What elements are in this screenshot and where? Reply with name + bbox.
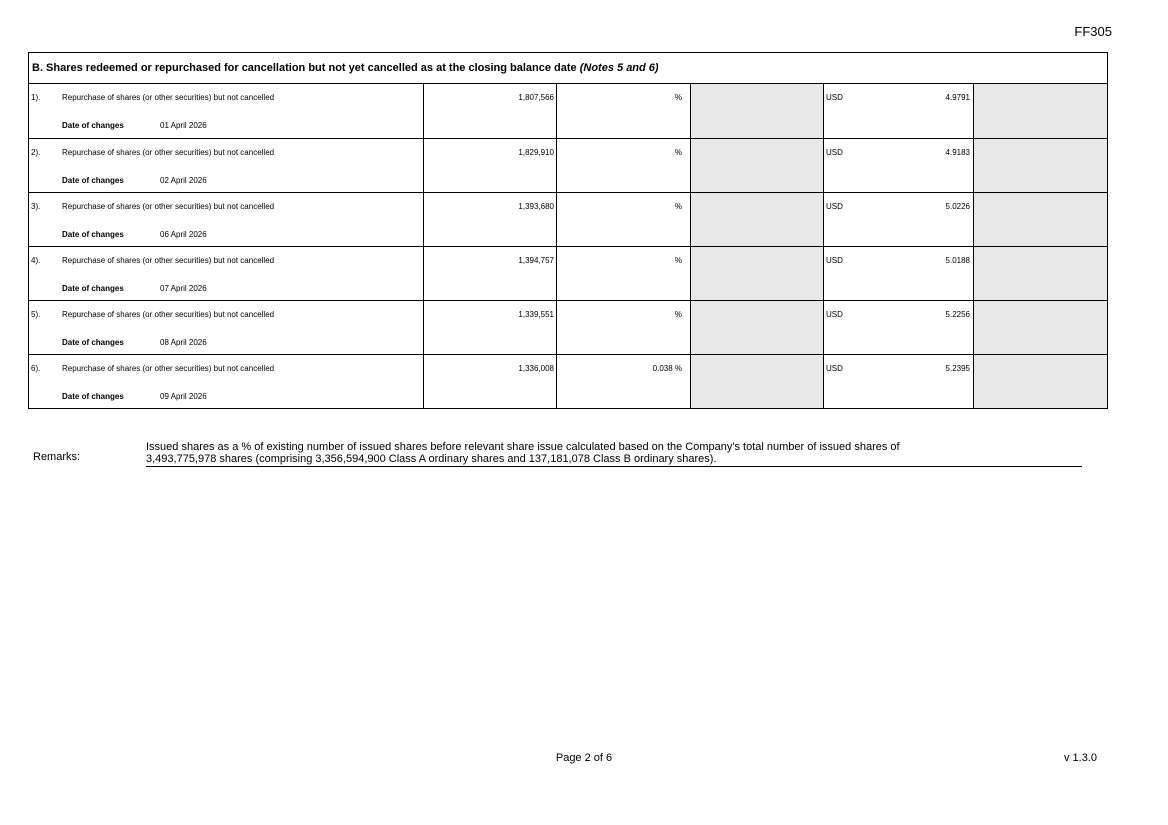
- currency-value: USD: [826, 93, 843, 102]
- row-description: Repurchase of shares (or other securities) but not cancelled: [62, 256, 275, 265]
- date-of-changes-value: 02 April 2026: [160, 176, 207, 185]
- remarks-line-1: Issued shares as a % of existing number of issued shares before relevant share issue calculated based on the Company's total number of issued shares of: [146, 441, 900, 453]
- shaded-cell: [973, 139, 1107, 192]
- percent-cell: [556, 247, 690, 300]
- shares-cell: [423, 139, 556, 192]
- price-cell: [823, 247, 973, 300]
- shares-cell: [423, 301, 556, 354]
- shares-value: 1,393,680: [518, 202, 554, 211]
- date-of-changes-value: 07 April 2026: [160, 284, 207, 293]
- price-value: 5.0188: [945, 256, 970, 265]
- section-title-text: B. Shares redeemed or repurchased for cancellation but not yet cancelled as at the closing balance date: [32, 62, 577, 74]
- price-value: 5.2395: [945, 364, 970, 373]
- percent-value: 0.038 %: [652, 364, 682, 373]
- shaded-cell: [690, 84, 823, 138]
- percent-value: %: [674, 93, 682, 102]
- price-cell: [823, 301, 973, 354]
- description-cell: [29, 139, 423, 192]
- row-index: 6).: [31, 364, 41, 373]
- shaded-cell: [690, 193, 823, 246]
- table-row: [29, 192, 1107, 246]
- row-index: 5).: [31, 310, 41, 319]
- percent-cell: [556, 193, 690, 246]
- currency-value: USD: [826, 310, 843, 319]
- percent-cell: [556, 355, 690, 408]
- shares-value: 1,829,910: [518, 148, 554, 157]
- date-of-changes-label: Date of changes: [62, 176, 124, 185]
- table-row: [29, 84, 1107, 138]
- percent-value: %: [674, 256, 682, 265]
- shaded-cell: [973, 355, 1107, 408]
- table-row: [29, 246, 1107, 300]
- shares-cell: [423, 247, 556, 300]
- shares-value: 1,807,566: [518, 93, 554, 102]
- currency-value: USD: [826, 202, 843, 211]
- shares-value: 1,394,757: [518, 256, 554, 265]
- section-title: [29, 53, 1107, 84]
- description-cell: [29, 193, 423, 246]
- table-row: [29, 300, 1107, 354]
- currency-value: USD: [826, 364, 843, 373]
- row-index: 1).: [31, 93, 41, 102]
- row-index: 4).: [31, 256, 41, 265]
- shaded-cell: [973, 193, 1107, 246]
- shaded-cell: [690, 139, 823, 192]
- table-row: [29, 138, 1107, 192]
- date-of-changes-label: Date of changes: [62, 338, 124, 347]
- table-row: [29, 354, 1107, 408]
- row-description: Repurchase of shares (or other securities) but not cancelled: [62, 148, 275, 157]
- date-of-changes-label: Date of changes: [62, 121, 124, 130]
- repurchase-section: [28, 52, 1108, 409]
- price-cell: [823, 355, 973, 408]
- shaded-cell: [973, 301, 1107, 354]
- price-value: 5.0226: [945, 202, 970, 211]
- shares-value: 1,336,008: [518, 364, 554, 373]
- shaded-cell: [690, 301, 823, 354]
- currency-value: USD: [826, 256, 843, 265]
- remarks-label: Remarks:: [33, 451, 81, 463]
- page-number: Page 2 of 6: [555, 752, 613, 764]
- row-description: Repurchase of shares (or other securities) but not cancelled: [62, 310, 275, 319]
- row-description: Repurchase of shares (or other securities) but not cancelled: [62, 364, 275, 373]
- date-of-changes-label: Date of changes: [62, 230, 124, 239]
- date-of-changes-value: 08 April 2026: [160, 338, 207, 347]
- repurchase-table: [29, 84, 1107, 408]
- description-cell: [29, 301, 423, 354]
- date-of-changes-value: 06 April 2026: [160, 230, 207, 239]
- shaded-cell: [973, 247, 1107, 300]
- shares-cell: [423, 355, 556, 408]
- row-description: Repurchase of shares (or other securities) but not cancelled: [62, 93, 275, 102]
- percent-cell: [556, 84, 690, 138]
- percent-value: %: [674, 202, 682, 211]
- shares-cell: [423, 193, 556, 246]
- price-value: 4.9183: [945, 148, 970, 157]
- description-cell: [29, 247, 423, 300]
- date-of-changes-value: 09 April 2026: [160, 392, 207, 401]
- shaded-cell: [973, 84, 1107, 138]
- percent-cell: [556, 139, 690, 192]
- price-value: 4.9791: [945, 93, 970, 102]
- section-title-notes: (Notes 5 and 6): [579, 62, 659, 74]
- price-value: 5.2256: [945, 310, 970, 319]
- currency-value: USD: [826, 148, 843, 157]
- shaded-cell: [690, 247, 823, 300]
- price-cell: [823, 84, 973, 138]
- description-cell: [29, 355, 423, 408]
- version-label: v 1.3.0: [1063, 752, 1097, 764]
- remarks-line-2: 3,493,775,978 shares (comprising 3,356,594,900 Class A ordinary shares and 137,181,078 Class B ordinary shares).: [146, 453, 717, 465]
- price-cell: [823, 193, 973, 246]
- shaded-cell: [690, 355, 823, 408]
- date-of-changes-label: Date of changes: [62, 392, 124, 401]
- shares-value: 1,339,551: [518, 310, 554, 319]
- shares-cell: [423, 84, 556, 138]
- row-index: 2).: [31, 148, 41, 157]
- date-of-changes-label: Date of changes: [62, 284, 124, 293]
- percent-value: %: [674, 148, 682, 157]
- percent-cell: [556, 301, 690, 354]
- row-index: 3).: [31, 202, 41, 211]
- price-cell: [823, 139, 973, 192]
- percent-value: %: [674, 310, 682, 319]
- date-of-changes-value: 01 April 2026: [160, 121, 207, 130]
- row-description: Repurchase of shares (or other securities) but not cancelled: [62, 202, 275, 211]
- form-code: FF305: [1074, 24, 1112, 39]
- remarks-text: [146, 441, 1082, 467]
- description-cell: [29, 84, 423, 138]
